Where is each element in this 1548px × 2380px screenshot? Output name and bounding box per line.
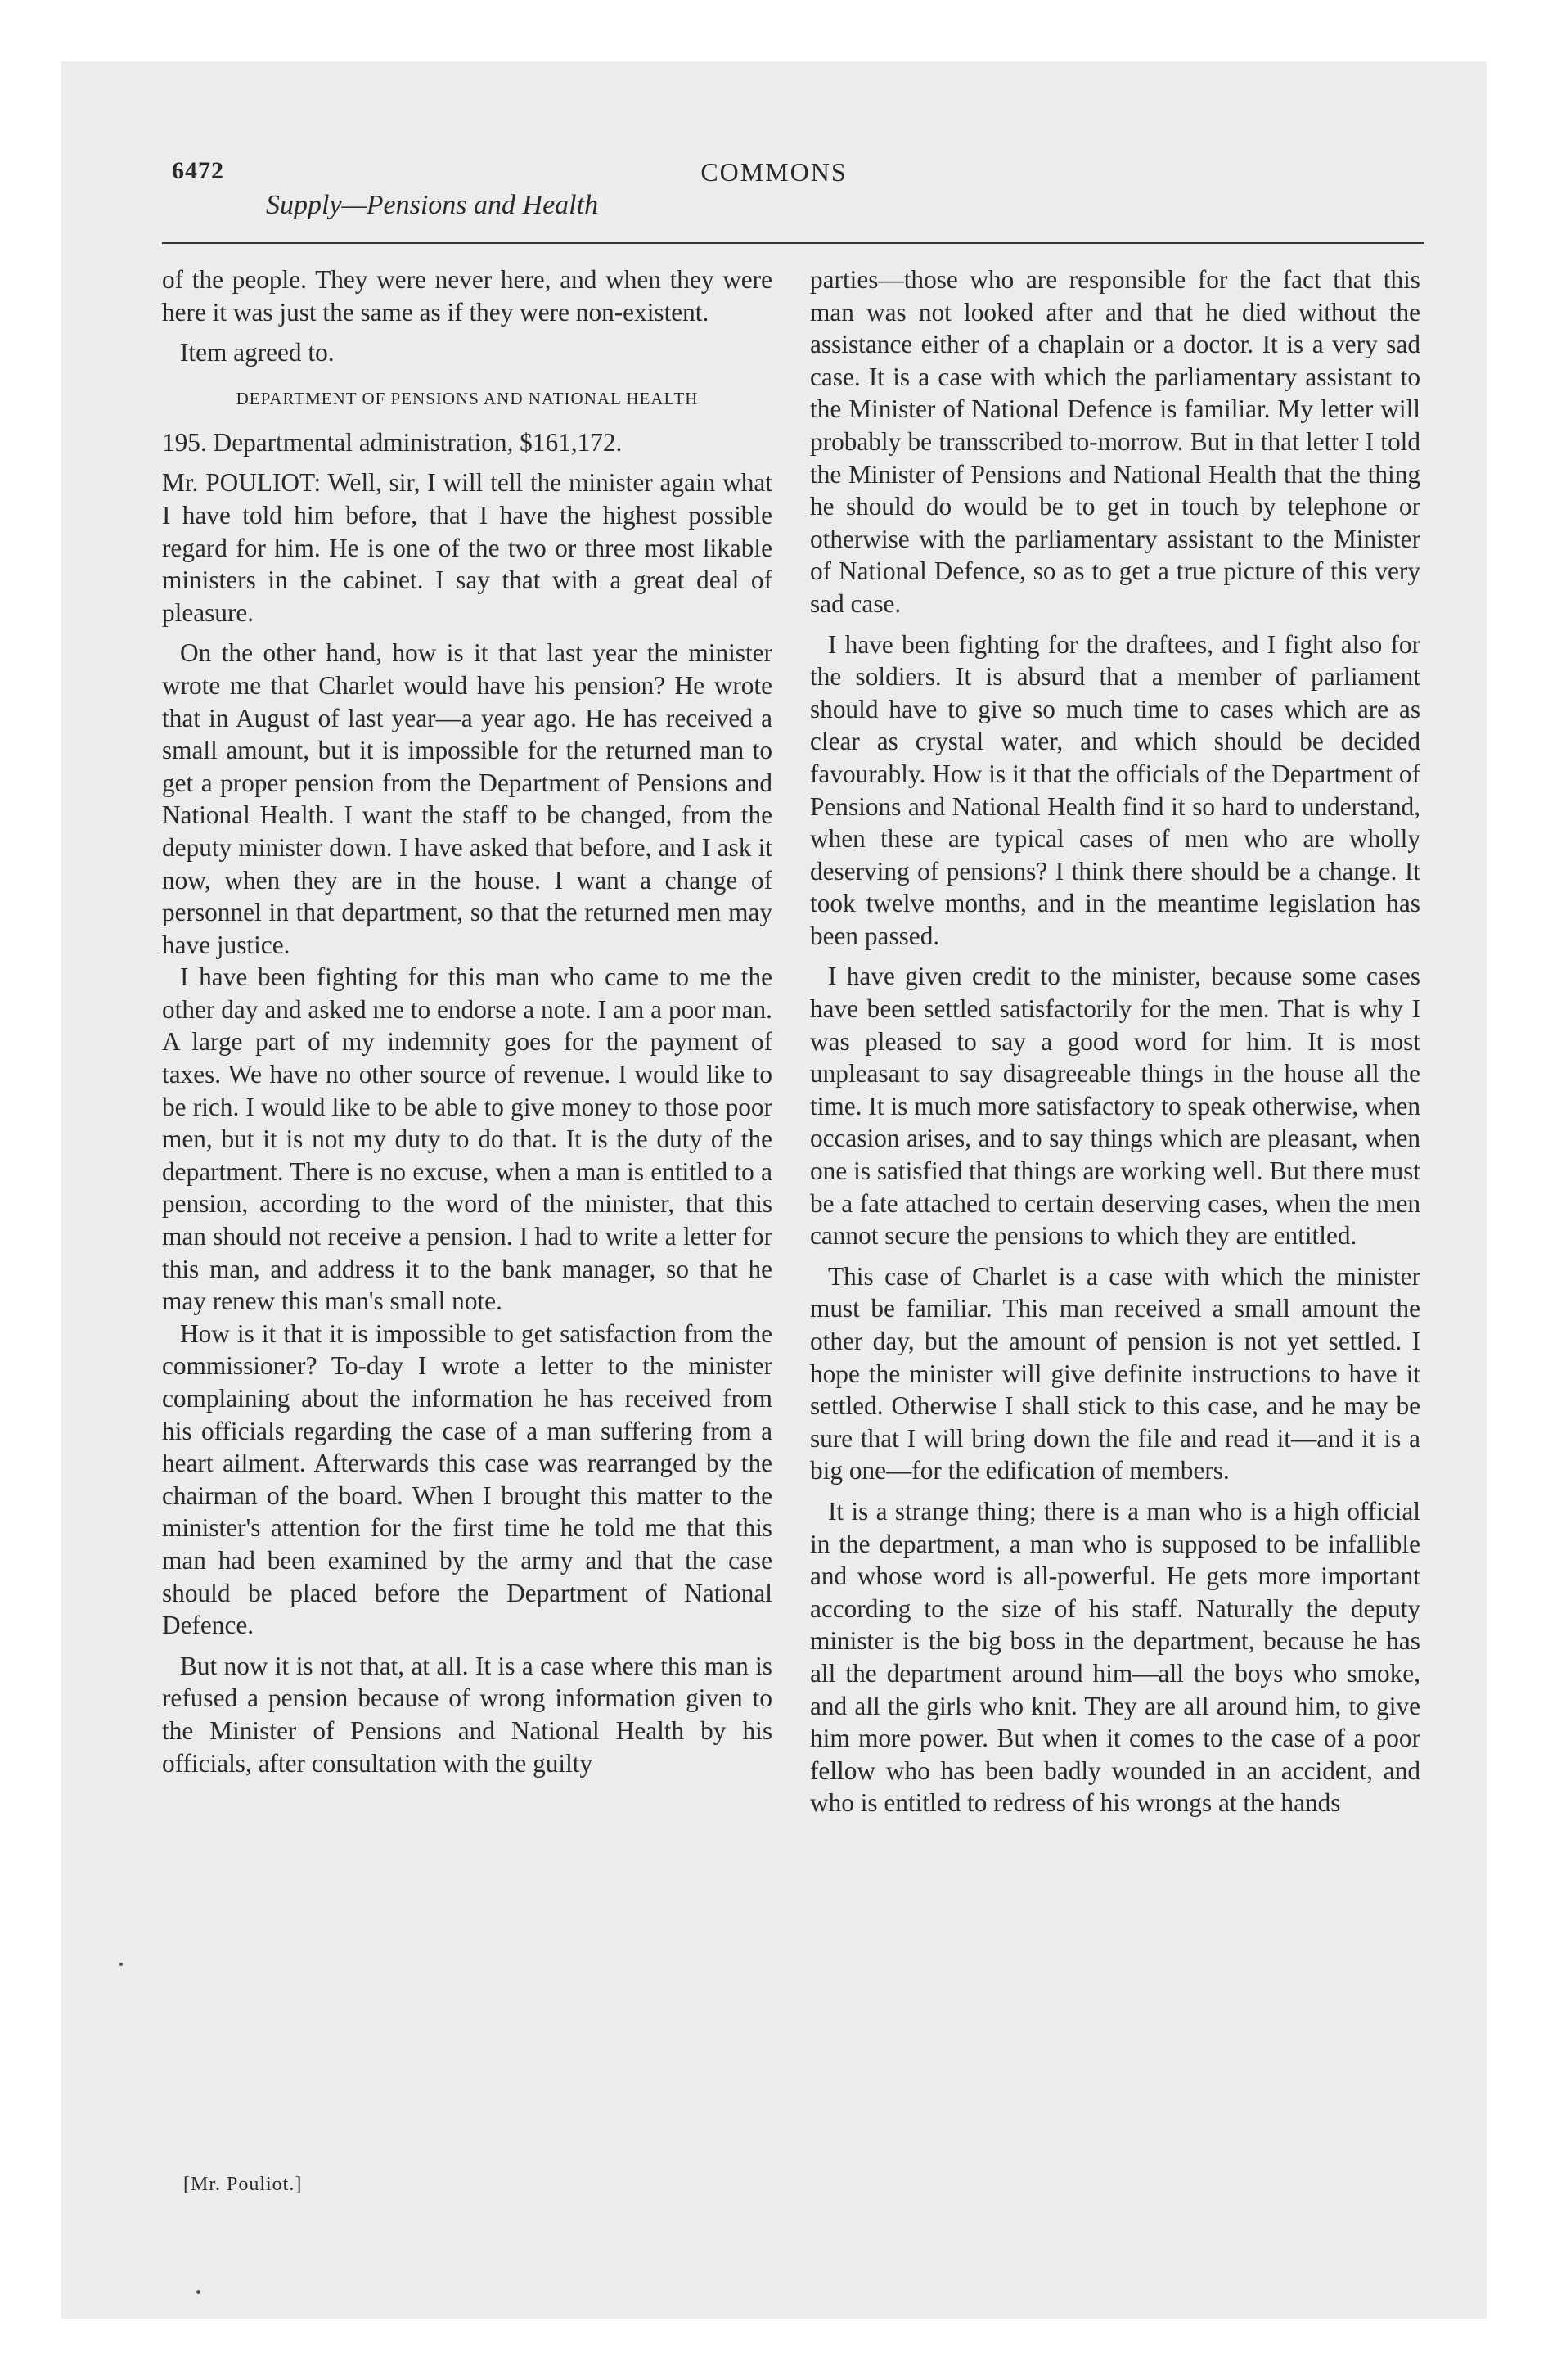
chamber-heading: COMMONS [700, 157, 848, 187]
paragraph: I have been fighting for this man who came to me the other day and asked me to endorse a note. I am a poor man. A large part of my indemnity goes for the payment of taxes. We have no other source of revenue. I would like to be rich. I would like to be able to give money to those poor men, but it is not my duty to do that. It is the duty of the department. There is no excuse, when a man is entitled to a pension, according to the word of the minister, that this man should not receive a pension. I had to write a letter for this man, and address it to the bank manager, so that he may renew this man's small note. [162, 962, 772, 1316]
paragraph: of the people. They were never here, and when they were here it was just the same as if they were non-existent. [162, 265, 772, 327]
section-heading: DEPARTMENT OF PENSIONS AND NATIONAL HEALTH [236, 388, 699, 408]
item-agreed: Item agreed to. [180, 338, 335, 367]
left-column [162, 264, 772, 1779]
speck [196, 2290, 200, 2294]
paragraph: How is it that it is impossible to get satisfaction from the commissioner? To-day I wrote a letter to the minister complaining about the information he has received from his officials regarding the case of a man suffering from a heart ailment. Afterwards this case was rearranged by the chairman of the board. When I brought this matter to the minister's attention for the first time he told me that this man had been examined by the army and that the case should be placed before the Department of National Defence. [162, 1318, 772, 1640]
subject-heading: Supply—Pensions and Health [266, 190, 599, 220]
speaker-attribution: [Mr. Pouliot.] [183, 2174, 303, 2195]
vote-item: 195. Departmental administration, $161,172. [162, 427, 623, 457]
paragraph: parties—those who are responsible for the fact that this man was not looked after and that he died without the assistance either of a chaplain or a doctor. It is a very sad case. It is a case with which the parliamentary assistant to the Minister of National Defence is familiar. My letter will probably be transscribed to-morrow. But in that letter I told the Minister of Pensions and National Health that the thing he should do would be to get in touch by telephone or otherwise with the parliamentary assistant to the Minister of National Defence, so as to get a true picture of this very sad case. [810, 265, 1420, 618]
paragraph: I have been fighting for the draftees, and I fight also for the soldiers. It is absurd that a member of parliament should have to give so much time to cases which are as clear as crystal water, and which should be decided favourably. How is it that the officials of the Department of Pensions and National Health find it so hard to understand, when these are typical cases of men who are wholly deserving of pensions? I think there should be a change. It took twelve months, and in the meantime legislation has been passed. [810, 629, 1420, 950]
right-column [810, 264, 1420, 1819]
paragraph: Mr. POULIOT: Well, sir, I will tell the minister again what I have told him before, that I have the highest possible regard for him. He is one of the two or three most likable ministers in the cabinet. I say that with a great deal of pleasure. [162, 468, 772, 627]
speck [119, 1963, 123, 1966]
paragraph: But now it is not that, at all. It is a case where this man is refused a pension because of wrong information given to the Minister of Pensions and National Health by his officials, after consultation with the guilty [162, 1651, 772, 1778]
header-rule [162, 242, 1424, 244]
page-number: 6472 [172, 157, 224, 184]
paragraph: I have given credit to the minister, because some cases have been settled satisfactorily for the men. That is why I was pleased to say a good word for him. It is most unpleasant to say disagreeable things in the house all the time. It is much more satisfactory to speak otherwise, when occasion arises, and to say things which are pleasant, when one is satisfied that things are working well. But there must be a fate attached to certain deserving cases, when the men cannot secure the pensions to which they are entitled. [810, 962, 1420, 1251]
paragraph: On the other hand, how is it that last year the minister wrote me that Charlet would have his pension? He wrote that in August of last year—a year ago. He has received a small amount, but it is impossible for the returned man to get a proper pension from the Department of Pensions and National Health. I want the staff to be changed, from the deputy minister down. I have asked that before, and I ask it now, when they are in the house. I want a change of personnel in that department, so that the returned men may have justice. [162, 638, 772, 959]
paragraph: It is a strange thing; there is a man who is a high official in the department, a man who is supposed to be infallible and whose word is all-powerful. He gets more important according to the size of his staff. Naturally the deputy minister is the big boss in the department, because he has all the department around him—all the boys who smoke, and all the girls who knit. They are all around him, to give him more power. But when it comes to the case of a poor fellow who has been badly wounded in an accident, and who is entitled to redress of his wrongs at the hands [810, 1496, 1420, 1818]
paragraph: This case of Charlet is a case with which the minister must be familiar. This man received a small amount the other day, but the amount of pension is not yet settled. I hope the minister will give definite instructions to have it settled. Otherwise I shall stick to this case, and he may be sure that I will bring down the file and read it—and it is a big one—for the edification of members. [810, 1261, 1420, 1485]
